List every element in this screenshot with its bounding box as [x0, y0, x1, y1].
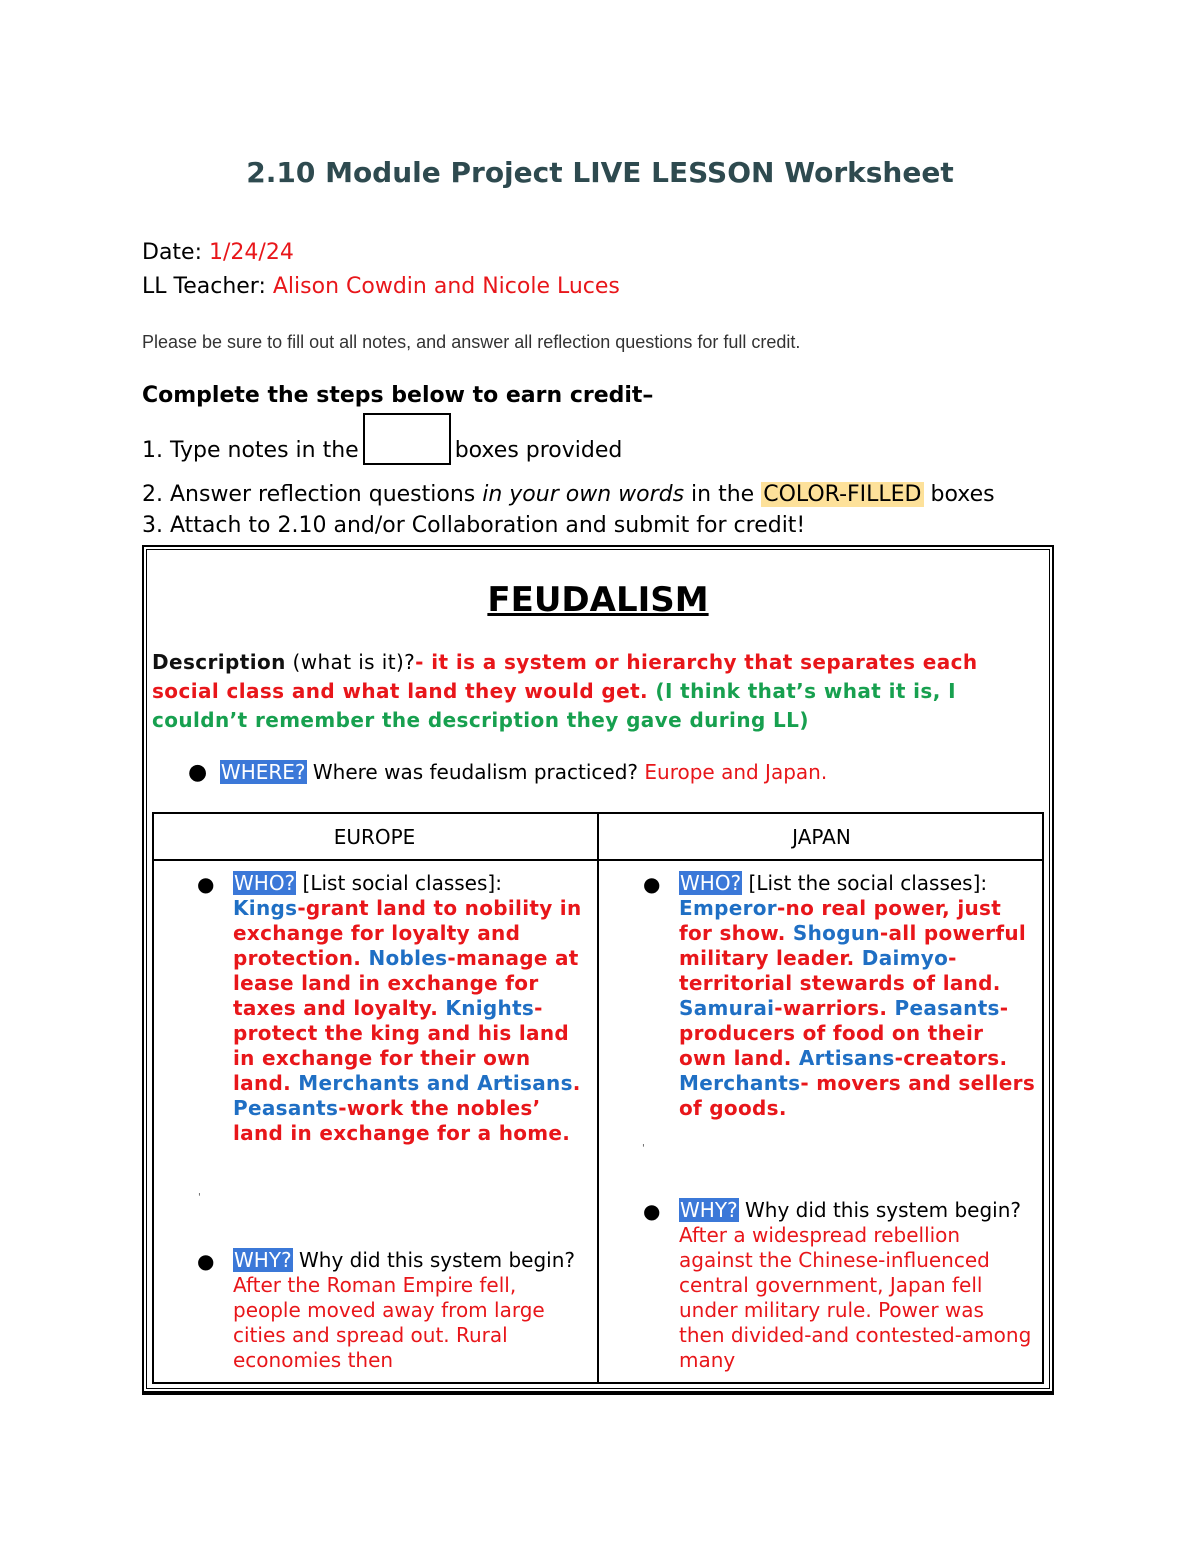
date-value[interactable]: 1/24/24 — [209, 240, 294, 265]
europe-class-term: Knights — [445, 996, 535, 1020]
instructions-note: Please be sure to fill out all notes, and answer all reflection questions for full credit. — [142, 332, 801, 352]
europe-class-def: -work the nobles’ land in exchange for a home. — [233, 1096, 571, 1145]
europe-class-def: -manage at lease land in exchange for taxes and loyalty. — [233, 946, 579, 1020]
step-2-text-e: boxes — [923, 482, 995, 507]
column-header-japan: JAPAN — [792, 825, 851, 849]
teacher-label: LL Teacher: — [142, 274, 273, 299]
step-1-text-b: boxes provided — [454, 438, 623, 463]
japan-class-term: Emperor — [679, 896, 777, 920]
column-header-europe: EUROPE — [333, 825, 416, 849]
date-label: Date: — [142, 240, 209, 265]
page-title: 2.10 Module Project LIVE LESSON Worksheet — [246, 156, 954, 189]
teacher-line — [142, 274, 620, 299]
who-tag: WHO? — [234, 871, 296, 895]
japan-why-cell[interactable] — [679, 1198, 1034, 1373]
sample-note-box — [363, 413, 451, 465]
stray-mark: ' — [642, 1143, 645, 1154]
europe-class-def: -protect the king and his land in exchange for their own land. — [233, 996, 570, 1095]
description-comment[interactable]: (I think that’s what it is, I couldn’t remember the description they gave during LL) — [152, 679, 956, 732]
where-prompt: Where was feudalism practiced? — [306, 760, 645, 784]
feudalism-heading: FEUDALISM — [487, 580, 709, 620]
why-prompt: Why did this system begin? — [292, 1248, 576, 1272]
japan-class-def: -producers of food on their own land. — [679, 996, 1009, 1070]
bullet-icon: ● — [643, 1199, 661, 1223]
step-3: 3. Attach to 2.10 and/or Collaboration and submit for credit! — [142, 513, 806, 538]
step-1 — [142, 413, 622, 463]
why-tag: WHY? — [680, 1198, 738, 1222]
europe-class-term: Merchants and Artisans — [298, 1071, 573, 1095]
date-line — [142, 240, 294, 265]
where-answer[interactable]: Europe and Japan. — [644, 760, 828, 784]
europe-who-cell[interactable] — [233, 871, 593, 1146]
description-answer[interactable]: - it is a system or hierarchy that separates each social class and what land they would get. — [152, 650, 978, 703]
japan-class-def: -territorial stewards of land. — [679, 946, 1001, 995]
japan-class-term: Samurai — [679, 996, 775, 1020]
europe-class-term: Peasants — [233, 1096, 339, 1120]
europe-who-prompt: [List social classes]: — [296, 871, 502, 895]
where-tag: WHERE? — [220, 760, 306, 784]
japan-who-cell[interactable] — [679, 871, 1037, 1121]
japan-why-answer: After a widespread rebellion against the Chinese-influenced central government, Japan fell under military rule. Power was then divided-and contested-among many — [679, 1223, 1032, 1372]
table-column-divider — [597, 812, 599, 1384]
bullet-icon: ● — [197, 872, 215, 896]
teacher-value[interactable]: Alison Cowdin and Nicole Luces — [272, 274, 620, 299]
japan-class-def: -all powerful military leader. — [679, 921, 1027, 970]
europe-class-term: Nobles — [368, 946, 448, 970]
europe-class-def: . — [572, 1071, 581, 1095]
why-prompt: Why did this system begin? — [738, 1198, 1022, 1222]
why-tag: WHY? — [234, 1248, 292, 1272]
steps-heading: Complete the steps below to earn credit– — [142, 383, 654, 408]
japan-class-term: Shogun — [792, 921, 880, 945]
japan-class-def: - movers and sellers of goods. — [679, 1071, 1036, 1120]
japan-class-def: -warriors. — [774, 996, 895, 1020]
japan-class-term: Peasants — [894, 996, 1000, 1020]
europe-why-answer: After the Roman Empire fell, people moved away from large cities and spread out. Rural economies then — [233, 1273, 545, 1372]
japan-class-term: Merchants — [679, 1071, 801, 1095]
description-block — [152, 648, 1032, 735]
step-2-text-a: 2. Answer reflection questions — [142, 482, 483, 507]
europe-class-term: Kings — [233, 896, 298, 920]
europe-why-cell[interactable] — [233, 1248, 588, 1373]
description-label: Description — [152, 650, 286, 674]
bullet-icon: ● — [188, 760, 208, 785]
step-2-text-c: in the — [684, 482, 762, 507]
step-2 — [142, 482, 995, 507]
who-tag: WHO? — [680, 871, 742, 895]
japan-class-term: Artisans — [798, 1046, 895, 1070]
table-header-divider — [152, 859, 1044, 861]
japan-class-term: Daimyo — [861, 946, 949, 970]
europe-class-def: -grant land to nobility in exchange for loyalty and protection. — [233, 896, 582, 970]
bullet-icon: ● — [643, 872, 661, 896]
japan-class-def: -no real power, just for show. — [679, 896, 1002, 945]
japan-who-prompt: [List the social classes]: — [742, 871, 988, 895]
stray-mark: ' — [198, 1192, 201, 1203]
bullet-icon: ● — [197, 1249, 215, 1273]
japan-class-def: -creators. — [894, 1046, 1008, 1070]
step-2-emphasis: in your own words — [482, 482, 685, 507]
step-1-text-a: 1. Type notes in the — [142, 438, 359, 463]
description-prompt: (what is it)? — [285, 650, 416, 674]
color-filled-highlight: COLOR-FILLED — [763, 482, 922, 507]
where-question — [188, 760, 827, 785]
